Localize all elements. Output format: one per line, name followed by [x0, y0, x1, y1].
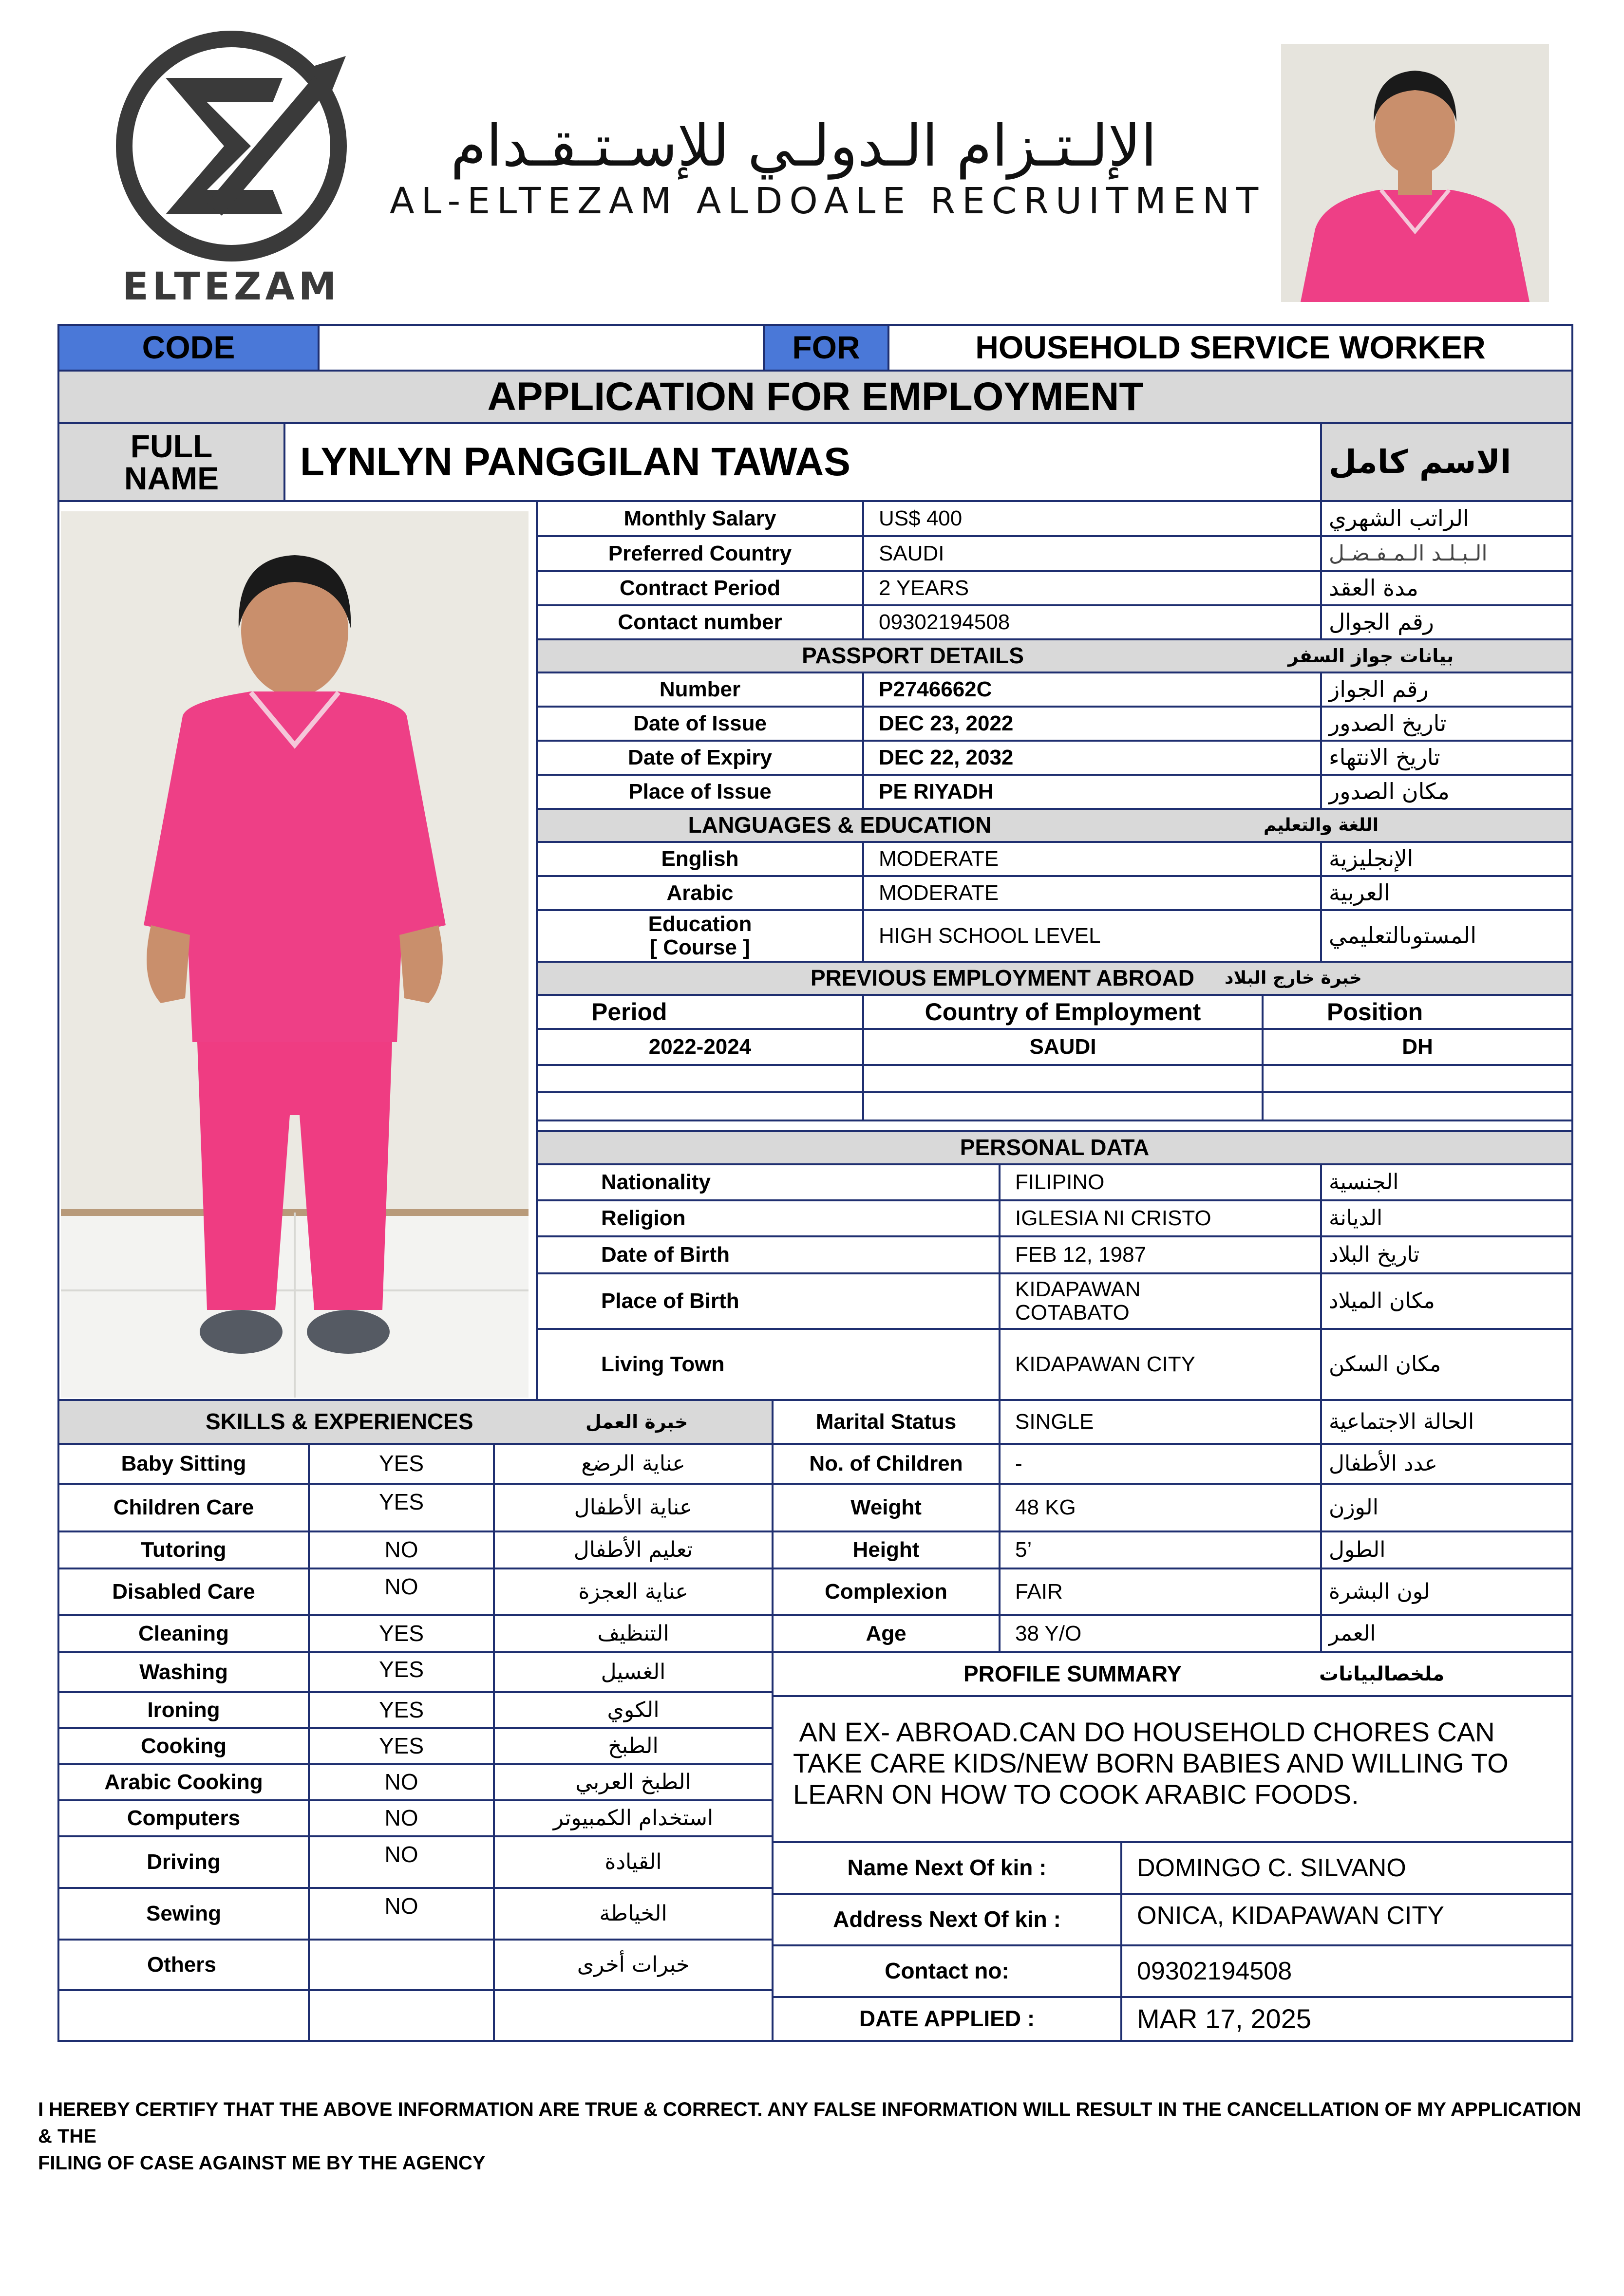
for-label: FOR [763, 324, 889, 372]
skills-blank-cell-2 [308, 1989, 495, 2042]
contract-period-value: 2 YEARS [862, 570, 1322, 606]
place-of-birth-value [999, 1272, 1322, 1330]
skill-cooking-value: YES [308, 1727, 495, 1765]
arabic-label-arabic: العربية [1320, 875, 1573, 911]
skill-others-label: Others [57, 1939, 310, 1991]
skill-tutoring-value: NO [308, 1531, 495, 1569]
arabic-label: Arabic [536, 875, 864, 911]
date-of-expiry-label-arabic: تاريخ الانتهاء [1320, 740, 1573, 776]
skill-ironing-value: YES [308, 1691, 495, 1729]
weight-label: Weight [772, 1483, 1001, 1532]
skill-baby-sitting-label-arabic: عناية الرضع [493, 1443, 774, 1485]
next-of-kin-contact-label: Contact no: [772, 1944, 1122, 1998]
skills-blank-cell-3 [493, 1989, 774, 2042]
living-town-label-arabic: مكان السكن [1320, 1328, 1573, 1401]
weight-label-arabic: الوزن [1320, 1483, 1573, 1532]
skill-driving-value: NO [308, 1835, 495, 1889]
skill-disabled-care-label: Disabled Care [57, 1568, 310, 1616]
personal-data-section-header: PERSONAL DATA [536, 1130, 1573, 1165]
marital-status-value: SINGLE [999, 1399, 1322, 1445]
passport-number-value: P2746662C [862, 672, 1322, 708]
profile-summary-header-text: PROFILE SUMMARY [963, 1661, 1182, 1687]
employment-position-2 [1262, 1064, 1573, 1093]
date-of-issue-label-arabic: تاريخ الصدور [1320, 706, 1573, 742]
complexion-value: FAIR [999, 1568, 1322, 1616]
skill-computers-value: NO [308, 1799, 495, 1837]
date-of-birth-label-arabic: تاريخ البلاد [1320, 1235, 1573, 1274]
skill-children-care-value: YES [308, 1483, 495, 1532]
skill-computers-label-arabic: استخدام الكمبيوتر [493, 1799, 774, 1837]
brand-name-english: AL-ELTEZAM ALDOALE RECRUITMENT [390, 180, 1265, 222]
skill-disabled-care-label-arabic: عناية العجزة [493, 1568, 774, 1616]
skills-header-arabic: خبرة العمل [585, 1411, 688, 1433]
monthly-salary-label: Monthly Salary [536, 500, 864, 537]
next-of-kin-address-label: Address Next Of kin : [772, 1893, 1122, 1946]
profile-summary-header [772, 1651, 1573, 1697]
position-applied: HOUSEHOLD SERVICE WORKER [888, 324, 1573, 372]
date-of-birth-value: FEB 12, 1987 [999, 1235, 1322, 1274]
skill-ironing-label: Ironing [57, 1691, 310, 1729]
religion-label: Religion [536, 1199, 1001, 1237]
nationality-value: FILIPINO [999, 1163, 1322, 1201]
contract-period-label-arabic: مدة العقد [1320, 570, 1573, 606]
skill-others-label-arabic: خبرات أخرى [493, 1939, 774, 1991]
skill-children-care-label: Children Care [57, 1483, 310, 1532]
previous-employment-header-arabic: خبرة خارج البلاد [1225, 968, 1362, 988]
monthly-salary-value: US$ 400 [862, 500, 1322, 537]
skill-sewing-label-arabic: الخياطة [493, 1887, 774, 1941]
skill-sewing-label: Sewing [57, 1887, 310, 1941]
employment-period-3 [536, 1091, 864, 1121]
skill-washing-label-arabic: الغسيل [493, 1651, 774, 1693]
place-of-birth-label-arabic: مكان الميلاد [1320, 1272, 1573, 1330]
employment-period-1: 2022-2024 [536, 1028, 864, 1066]
previous-employment-section-header [536, 961, 1573, 996]
country-of-employment-column-header: Country of Employment [862, 994, 1264, 1030]
skill-disabled-care-value: NO [308, 1568, 495, 1616]
living-town-label: Living Town [536, 1328, 1001, 1401]
skill-tutoring-label: Tutoring [57, 1531, 310, 1569]
no-of-children-label: No. of Children [772, 1443, 1001, 1485]
profile-summary-line3: LEARN ON HOW TO COOK ARABIC FOODS. [793, 1778, 1359, 1810]
skill-tutoring-label-arabic: تعليم الأطفال [493, 1531, 774, 1569]
skill-cooking-label-arabic: الطبخ [493, 1727, 774, 1765]
period-column-header: Period [536, 994, 864, 1030]
place-of-birth-label: Place of Birth [536, 1272, 1001, 1330]
preferred-country-label: Preferred Country [536, 535, 864, 572]
weight-value: 48 KG [999, 1483, 1322, 1532]
languages-header-arabic: اللغة والتعليم [1264, 815, 1379, 835]
code-value [318, 324, 765, 372]
contact-number-label: Contact number [536, 604, 864, 640]
age-value: 38 Y/O [999, 1614, 1322, 1653]
employment-country-3 [862, 1091, 1264, 1121]
skill-arabic-cooking-label: Arabic Cooking [57, 1763, 310, 1801]
place-of-issue-label: Place of Issue [536, 774, 864, 810]
no-of-children-value: - [999, 1443, 1322, 1485]
religion-label-arabic: الديانة [1320, 1199, 1573, 1237]
employment-country-2 [862, 1064, 1264, 1093]
place-of-issue-label-arabic: مكان الصدور [1320, 774, 1573, 810]
next-of-kin-address-value: ONICA, KIDAPAWAN CITY [1120, 1893, 1573, 1946]
skill-arabic-cooking-label-arabic: الطبخ العربي [493, 1763, 774, 1801]
skill-driving-label-arabic: القيادة [493, 1835, 774, 1889]
next-of-kin-name-value: DOMINGO C. SILVANO [1120, 1841, 1573, 1895]
brand-name-arabic: الإلـتـزام الـدولـي للإسـتـقـدام [451, 112, 1157, 179]
logo-wordmark: ELTEZAM [122, 265, 340, 309]
place-of-birth-line2: COTABATO [1015, 1301, 1130, 1325]
preferred-country-label-arabic: الـبـلـد الـمـفـضـل [1320, 535, 1573, 572]
skill-cleaning-label: Cleaning [57, 1614, 310, 1653]
skill-ironing-label-arabic: الكوي [493, 1691, 774, 1729]
religion-value: IGLESIA NI CRISTO [999, 1199, 1322, 1237]
photo-frame [57, 500, 538, 1401]
employment-period-2 [536, 1064, 864, 1093]
date-of-issue-label: Date of Issue [536, 706, 864, 742]
full-name-label-line1: FULL [130, 428, 213, 464]
skill-arabic-cooking-value: NO [308, 1763, 495, 1801]
skill-sewing-value: NO [308, 1887, 495, 1941]
certification-line2: FILING OF CASE AGAINST ME BY THE AGENCY [38, 2152, 486, 2174]
certification-statement [38, 2096, 1587, 2177]
contract-period-label: Contract Period [536, 570, 864, 606]
passport-header-text: PASSPORT DETAILS [802, 643, 1024, 669]
passport-number-label: Number [536, 672, 864, 708]
height-label: Height [772, 1531, 1001, 1569]
employment-position-1: DH [1262, 1028, 1573, 1066]
english-label: English [536, 841, 864, 877]
education-label-line2: [ Course ] [650, 935, 750, 959]
date-applied-label: DATE APPLIED : [772, 1996, 1122, 2042]
employment-application-form [57, 324, 1573, 2072]
passport-header-arabic: بيانات جواز السفر [1288, 645, 1454, 667]
date-of-expiry-value: DEC 22, 2032 [862, 740, 1322, 776]
skill-cooking-label: Cooking [57, 1727, 310, 1765]
applicant-portrait-photo [1281, 44, 1549, 302]
skill-children-care-label-arabic: عناية الأطفال [493, 1483, 774, 1532]
place-of-birth-line1: KIDAPAWAN [1015, 1277, 1141, 1302]
full-name-label [57, 422, 285, 502]
profile-summary-line1: AN EX- ABROAD.CAN DO HOUSEHOLD CHORES CAN [793, 1717, 1495, 1747]
complexion-label: Complexion [772, 1568, 1001, 1616]
date-of-expiry-label: Date of Expiry [536, 740, 864, 776]
education-label [536, 909, 864, 963]
date-of-issue-value: DEC 23, 2022 [862, 706, 1322, 742]
contact-number-value: 09302194508 [862, 604, 1322, 640]
height-value: 5’ [999, 1531, 1322, 1569]
height-label-arabic: الطول [1320, 1531, 1573, 1569]
date-of-birth-label: Date of Birth [536, 1235, 1001, 1274]
languages-header-text: LANGUAGES & EDUCATION [688, 812, 992, 838]
skills-section-header [57, 1399, 774, 1445]
living-town-value: KIDAPAWAN CITY [999, 1328, 1322, 1401]
skill-washing-value: YES [308, 1651, 495, 1693]
education-label-line1: Education [648, 912, 752, 936]
complexion-label-arabic: لون البشرة [1320, 1568, 1573, 1616]
code-label: CODE [57, 324, 320, 372]
passport-section-header [536, 638, 1573, 673]
monthly-salary-label-arabic: الراتب الشهري [1320, 500, 1573, 537]
employment-position-3 [1262, 1091, 1573, 1121]
next-of-kin-name-label: Name Next Of kin : [772, 1841, 1122, 1895]
profile-summary-header-arabic: ملخصالبيانات [1319, 1662, 1445, 1685]
form-title: APPLICATION FOR EMPLOYMENT [57, 370, 1573, 424]
eltezam-logo [93, 29, 370, 312]
preferred-country-value: SAUDI [862, 535, 1322, 572]
skill-computers-label: Computers [57, 1799, 310, 1837]
nationality-label: Nationality [536, 1163, 1001, 1201]
marital-status-label-arabic: الحالة الاجتماعية [1320, 1399, 1573, 1445]
passport-number-label-arabic: رقم الجواز [1320, 672, 1573, 708]
contact-number-label-arabic: رقم الجوال [1320, 604, 1573, 640]
skill-washing-label: Washing [57, 1651, 310, 1693]
skills-header-text: SKILLS & EXPERIENCES [206, 1409, 473, 1435]
profile-summary-text [772, 1695, 1573, 1843]
marital-status-label: Marital Status [772, 1399, 1001, 1445]
english-level: MODERATE [862, 841, 1322, 877]
education-value: HIGH SCHOOL LEVEL [862, 909, 1322, 963]
skills-blank-cell-1 [57, 1989, 310, 2042]
age-label-arabic: العمر [1320, 1614, 1573, 1653]
position-column-header: Position [1262, 994, 1573, 1030]
nationality-label-arabic: الجنسية [1320, 1163, 1573, 1201]
skill-driving-label: Driving [57, 1835, 310, 1889]
education-label-arabic: المستوىالتعليمي [1320, 909, 1573, 963]
english-label-arabic: الإنجليزية [1320, 841, 1573, 877]
next-of-kin-contact-value: 09302194508 [1120, 1944, 1573, 1998]
skill-cleaning-label-arabic: التنظيف [493, 1614, 774, 1653]
profile-summary-line2: TAKE CARE KIDS/NEW BORN BABIES AND WILLING TO [793, 1747, 1509, 1778]
age-label: Age [772, 1614, 1001, 1653]
skill-baby-sitting-label: Baby Sitting [57, 1443, 310, 1485]
employment-country-1: SAUDI [862, 1028, 1264, 1066]
date-applied-value: MAR 17, 2025 [1120, 1996, 1573, 2042]
full-name-label-arabic: الاسم كامل [1320, 422, 1573, 502]
previous-employment-header-text: PREVIOUS EMPLOYMENT ABROAD [811, 965, 1195, 991]
full-name-label-line2: NAME [124, 460, 219, 496]
arabic-level: MODERATE [862, 875, 1322, 911]
no-of-children-label-arabic: عدد الأطفال [1320, 1443, 1573, 1485]
skill-cleaning-value: YES [308, 1614, 495, 1653]
skill-others-value [308, 1939, 495, 1991]
place-of-issue-value: PE RIYADH [862, 774, 1322, 810]
languages-section-header [536, 808, 1573, 843]
certification-line1: I HEREBY CERTIFY THAT THE ABOVE INFORMATION ARE TRUE & CORRECT. ANY FALSE INFORMATION WILL RESULT IN THE CANCELLATION OF MY APPLICATION & THE [38, 2099, 1582, 2147]
skill-baby-sitting-value: YES [308, 1443, 495, 1485]
full-name-value: LYNLYN PANGGILAN TAWAS [283, 422, 1322, 502]
